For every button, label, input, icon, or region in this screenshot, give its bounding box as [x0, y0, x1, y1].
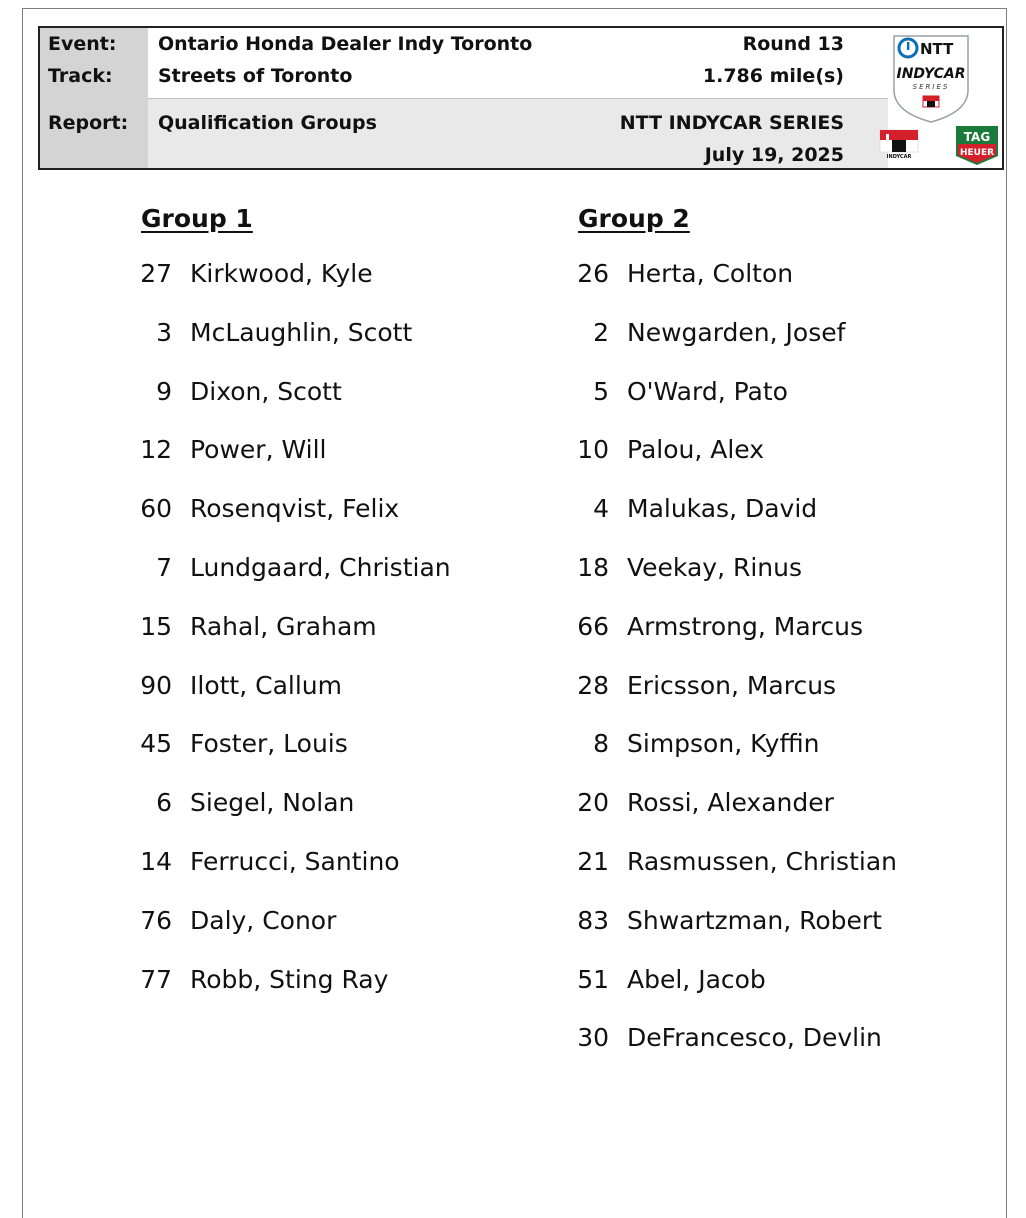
heuer-logo-text: HEUER	[959, 148, 995, 158]
report-label: Report:	[48, 112, 129, 134]
report-value: Qualification Groups	[158, 112, 377, 134]
driver-name: Herta, Colton	[627, 259, 794, 288]
driver-name: Malukas, David	[627, 494, 818, 523]
car-number: 60	[140, 494, 172, 523]
car-number: 83	[577, 906, 609, 935]
report-date: July 19, 2025	[704, 144, 844, 166]
car-number: 26	[577, 259, 609, 288]
driver-name: O'Ward, Pato	[627, 377, 788, 406]
car-number: 30	[577, 1023, 609, 1052]
driver-name: Daly, Conor	[190, 906, 337, 935]
driver-name: Lundgaard, Christian	[190, 553, 451, 582]
report-header	[38, 26, 1004, 170]
car-number: 15	[140, 612, 172, 641]
car-number: 8	[593, 729, 609, 758]
ntt-indycar-logo	[890, 32, 972, 124]
driver-name: Rosenqvist, Felix	[190, 494, 400, 523]
event-value: Ontario Honda Dealer Indy Toronto	[158, 33, 533, 55]
car-number: 14	[140, 847, 172, 876]
header-divider	[148, 98, 888, 99]
driver-name: Ilott, Callum	[190, 671, 342, 700]
car-number: 2	[593, 318, 609, 347]
driver-name: Power, Will	[190, 435, 327, 464]
car-number: 7	[156, 553, 172, 582]
series-name: NTT INDYCAR SERIES	[619, 112, 844, 134]
driver-name: Rahal, Graham	[190, 612, 377, 641]
group1-title: Group 1	[141, 204, 253, 233]
indycar-small-text: INDYCAR	[886, 154, 912, 160]
driver-name: Armstrong, Marcus	[627, 612, 863, 641]
car-number: 20	[577, 788, 609, 817]
driver-name: DeFrancesco, Devlin	[627, 1023, 882, 1052]
driver-name: Rossi, Alexander	[627, 788, 834, 817]
driver-name: Foster, Louis	[190, 729, 348, 758]
driver-name: Siegel, Nolan	[190, 788, 355, 817]
car-number: 28	[577, 671, 609, 700]
car-number: 18	[577, 553, 609, 582]
driver-name: Palou, Alex	[627, 435, 765, 464]
driver-name: Veekay, Rinus	[627, 553, 802, 582]
driver-name: Kirkwood, Kyle	[190, 259, 373, 288]
car-number: 66	[577, 612, 609, 641]
car-number: 90	[140, 671, 172, 700]
car-number: 9	[156, 377, 172, 406]
round-value: Round 13	[742, 33, 844, 55]
car-number: 51	[577, 965, 609, 994]
car-number: 3	[156, 318, 172, 347]
track-value: Streets of Toronto	[158, 65, 353, 87]
event-label: Event:	[48, 33, 117, 55]
tag-logo-text: TAG	[963, 130, 991, 144]
group2-title: Group 2	[578, 204, 690, 233]
car-number: 45	[140, 729, 172, 758]
driver-name: Robb, Sting Ray	[190, 965, 389, 994]
indycar-flag-icon	[878, 128, 920, 160]
car-number: 6	[156, 788, 172, 817]
tag-heuer-logo	[954, 124, 1000, 166]
driver-name: Ericsson, Marcus	[627, 671, 837, 700]
track-label: Track:	[48, 65, 113, 87]
driver-name: Shwartzman, Robert	[627, 906, 882, 935]
driver-name: Rasmussen, Christian	[627, 847, 897, 876]
driver-name: Simpson, Kyffin	[627, 729, 820, 758]
driver-name: Newgarden, Josef	[627, 318, 846, 347]
driver-name: Dixon, Scott	[190, 377, 342, 406]
indycar-logo-text: INDYCAR	[896, 66, 966, 82]
sponsor-logos	[878, 30, 998, 168]
car-number: 27	[140, 259, 172, 288]
car-number: 4	[593, 494, 609, 523]
series-logo-text: SERIES	[912, 83, 950, 91]
car-number: 10	[577, 435, 609, 464]
car-number: 76	[140, 906, 172, 935]
driver-name: McLaughlin, Scott	[190, 318, 413, 347]
car-number: 21	[577, 847, 609, 876]
ntt-logo-text: NTT	[920, 40, 954, 58]
track-length: 1.786 mile(s)	[702, 65, 844, 87]
driver-name: Abel, Jacob	[627, 965, 766, 994]
car-number: 77	[140, 965, 172, 994]
car-number: 5	[593, 377, 609, 406]
car-number: 12	[140, 435, 172, 464]
driver-name: Ferrucci, Santino	[190, 847, 400, 876]
